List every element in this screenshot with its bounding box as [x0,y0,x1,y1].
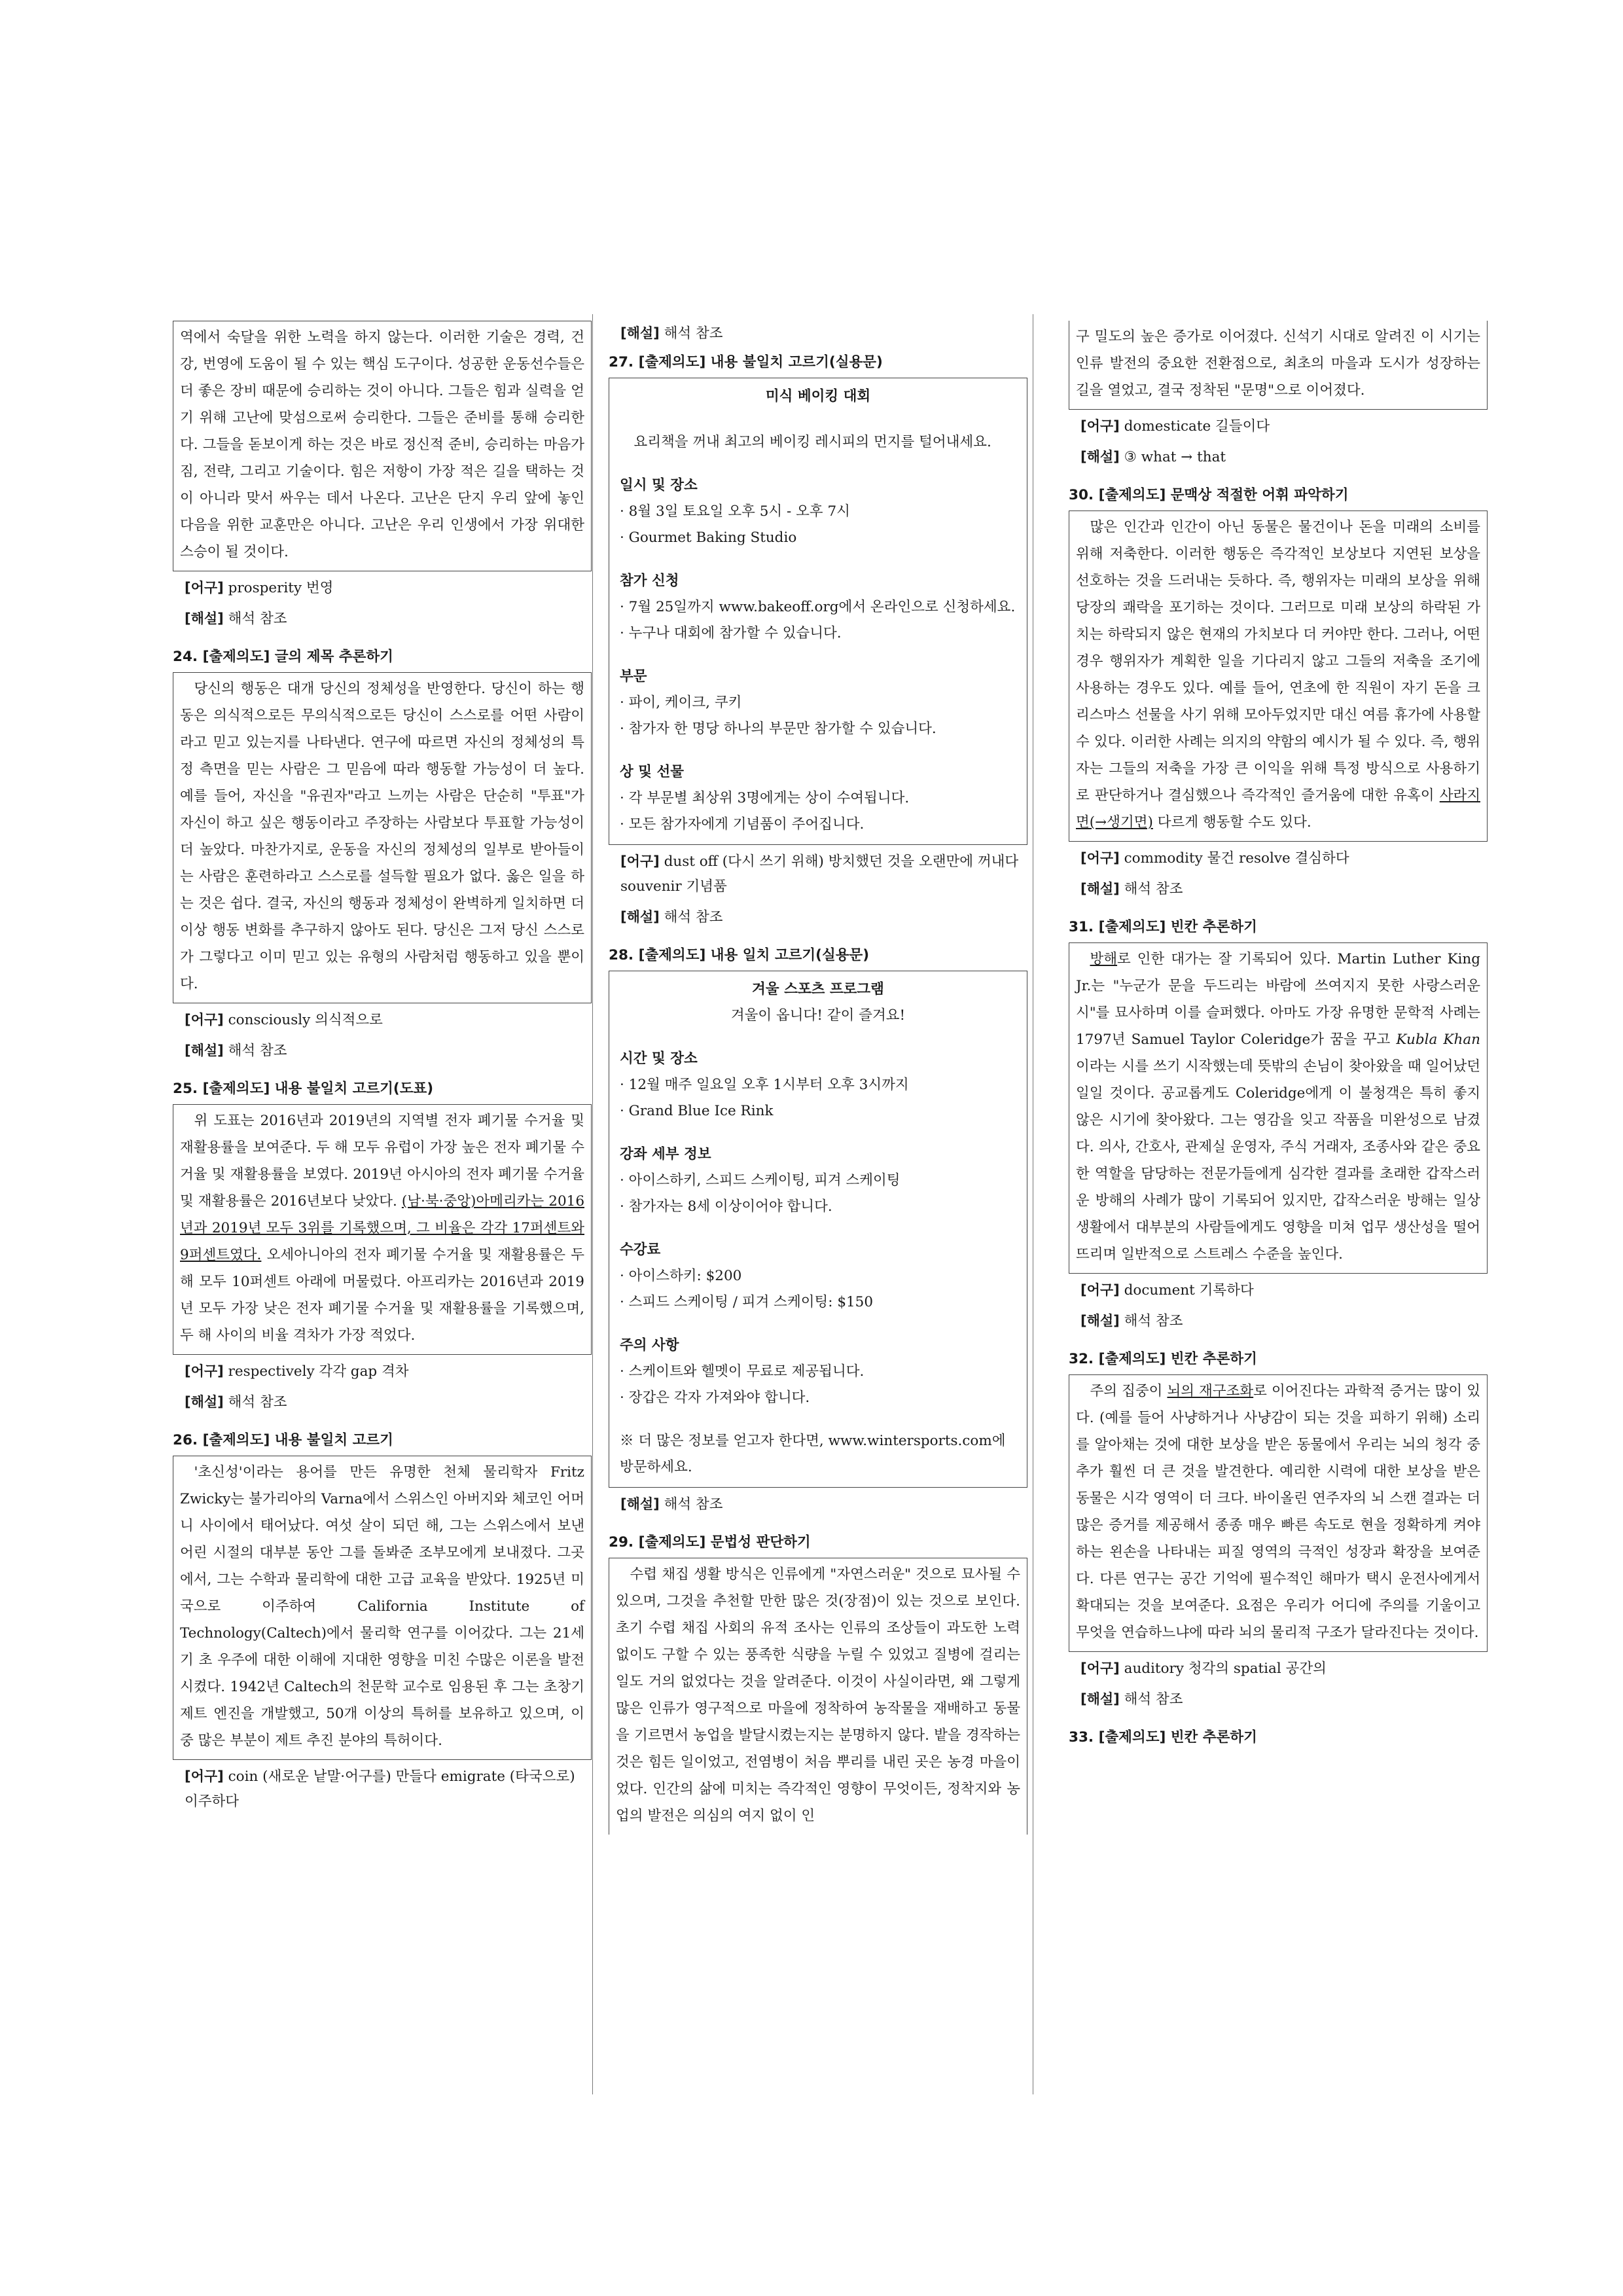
notice-item: · 스피드 스케이팅 / 피겨 스케이팅: $150 [620,1294,874,1310]
explanation-note: [해설] ③ what → that [1080,449,1226,465]
notice-item: · 12월 매주 일요일 오후 1시부터 오후 3시까지 [620,1077,909,1093]
notice-section-heading: 상 및 선물 [620,764,685,780]
passage-box-29 [609,1558,1027,1835]
notice-footnote: ※ 더 많은 정보를 얻고자 한다면, www.wintersports.com에 방문하세요. [620,1433,1006,1475]
explanation-note: [해설] 해석 참조 [620,1496,723,1513]
question-heading-27: 27. [출제의도] 내용 불일치 고르기(실용문) [609,354,883,370]
notice-title: 겨울 스포츠 프로그램 [752,981,884,997]
notice-section-heading: 주의 사항 [620,1337,679,1354]
explanation-note: [해설] 해석 참조 [1080,881,1183,897]
passage-text: 구 밀도의 높은 증가로 이어졌다. 신석기 시대로 알려진 이 시기는 인류 발전의 중요한 전환점으로, 최초의 마을과 도시가 성장하는 길을 열었고, 결국 정착된 "문명"으로 이어졌다. [1076,329,1480,399]
notice-box-baking [609,378,1027,845]
notice-item: · 모든 참가자에게 기념품이 주어집니다. [620,816,865,833]
passage-text: 많은 인간과 인간이 아닌 동물은 물건이나 돈을 미래의 소비를 위해 저축한다. 이러한 행동은 즉각적인 보상보다 지연된 보상을 선호하는 것을 드러내는 듯하다. 즉, 행위자는 미래의 보상을 위해 당장의 쾌락을 포기하는 것이다. 그러므로 미래 보상의 하락된 가치는 하락되지 않은 현재의 가치보다 더 커야만 한다. 그러나, 어떤 경우 행위자가 계획한 일을 기다리지 않고 그들의 저축을 조기에 사용하는 경우도 있다. 예를 들어, 연초에 한 직원이 자기 돈을 크리스마스 선물을 사기 위해 모아두었지만 대신 여름 휴가에 사용할 수 있다. 이러한 사례는 의지의 약함의 예시가 될 수 있다. 즉, 행위자는 그들의 저축을 가장 큰 이익을 위해 특정 방식으로 사용하기로 판단하거나 결심했으나 즉각적인 즐거움에 대한 유혹이 사라지면(→생기면) 다르게 행동할 수도 있다. [1076,519,1480,831]
notice-item: · 파이, 케이크, 쿠키 [620,694,742,711]
passage-box-25 [173,1104,592,1355]
question-heading-29: 29. [출제의도] 문법성 판단하기 [609,1534,811,1551]
question-heading-28: 28. [출제의도] 내용 일치 고르기(실용문) [609,947,870,963]
notice-item: · 아이스하키, 스피드 스케이팅, 피겨 스케이팅 [620,1172,901,1189]
passage-box-continued [1069,321,1488,410]
blank-answer: 방해 [1090,951,1118,967]
question-heading-30: 30. [출제의도] 문맥상 적절한 어휘 파악하기 [1069,487,1349,503]
passage-box-32 [1069,1374,1488,1652]
notice-section-heading: 강좌 세부 정보 [620,1146,711,1162]
explanation-note: [해설] 해석 참조 [1080,1313,1183,1329]
column-divider-left [592,314,593,2094]
passage-text: '초신성'이라는 용어를 만든 유명한 천체 물리학자 Fritz Zwicky는 불가리아의 Varna에서 스위스인 아버지와 체코인 어머니 사이에서 태어났다. 여섯 살이 되던 해, 그는 스위스에서 보낸 어린 시절의 대부분 동안 그를 돌봐준 조부모에게 보내졌다. 그곳에서, 그는 수학과 물리학에 대한 고급 교육을 받았다. 1925년 미국으로 이주하여 California Institute of Technology(Caltech)에서 물리학 연구를 이어갔다. 그는 21세기 초 우주에 대한 이해에 지대한 영향을 미친 수많은 이론을 발전시켰다. 1942년 Caltech의 천문학 교수로 임용된 후 그는 초창기 제트 엔진을 개발했고, 50개 이상의 특허를 보유하고 있으며, 이 중 많은 부분이 제트 추진 분야의 특허이다. [180,1464,584,1749]
notice-section-heading: 참가 신청 [620,573,679,589]
poem-title: Kubla Khan [1396,1031,1480,1048]
explanation-note: [해설] 해석 참조 [185,1043,287,1059]
notice-subtitle: 겨울이 옵니다! 같이 즐겨요! [730,1007,906,1024]
question-heading-31: 31. [출제의도] 빈칸 추론하기 [1069,919,1257,935]
passage-box-30 [1069,511,1488,842]
question-heading-24: 24. [출제의도] 글의 제목 추론하기 [173,649,393,665]
notice-item: · Grand Blue Ice Rink [620,1103,774,1119]
underlined-word: 사라지면(→생기면) [1076,787,1480,831]
vocab-note: [어구] respectively 각각 gap 격차 [185,1363,409,1380]
passage-text: 당신의 행동은 대개 당신의 정체성을 반영한다. 당신이 하는 행동은 의식적으로든 무의식적으로든 당신이 스스로를 어떤 사람이라고 믿고 있는지를 나타낸다. 연구에 따르면 자신의 정체성의 특정 측면을 믿는 사람은 그 믿음에 따라 행동할 가능성이 더 높다. 예를 들어, 자신을 "유권자"라고 느끼는 사람은 단순히 "투표"가 자신이 하고 싶은 행동이라고 주장하는 사람보다 투표할 가능성이 더 높았다. 마찬가지로, 운동을 자신의 정체성의 일부로 받아들이는 사람은 훈련하라고 스스로를 설득할 필요가 없다. 옳은 일을 하는 것은 쉽다. 결국, 자신의 행동과 정체성이 완벽하게 일치하면 더 이상 행동 변화를 추구하지 않아도 된다. 당신은 그저 당신 스스로가 그렇다고 이미 믿고 있는 유형의 사람처럼 행동하고 있을 뿐이다. [180,681,584,992]
explanation-note: [해설] 해석 참조 [185,1394,287,1410]
notice-section-heading: 수강료 [620,1242,661,1258]
notice-section-heading: 부문 [620,668,647,685]
notice-intro: 요리책을 꺼내 최고의 베이킹 레시피의 먼지를 털어내세요. [633,434,991,450]
passage-box-26 [173,1456,592,1760]
explanation-note: [해설] 해석 참조 [620,909,723,925]
notice-item: · Gourmet Baking Studio [620,529,797,546]
question-heading-25: 25. [출제의도] 내용 불일치 고르기(도표) [173,1081,434,1097]
notice-box-winter [609,971,1027,1488]
notice-item: · 누구나 대회에 참가할 수 있습니다. [620,625,842,641]
passage-box-24 [173,672,592,1003]
passage-text: 수렵 채집 생활 방식은 인류에게 "자연스러운" 것으로 묘사될 수 있으며, 그것을 추천할 만한 많은 것(장점)이 있는 것으로 보인다. 초기 수렵 채집 사회의 유적 조사는 인류의 조상들이 과도한 노력 없이도 구할 수 있는 풍족한 식량을 누릴 수 있었고 질병에 걸리는 일도 거의 없었다는 것을 알려준다. 이것이 사실이라면, 왜 그렇게 많은 인류가 영구적으로 마을에 정착하여 농작물을 재배하고 동물을 기르면서 농업을 발달시켰는지는 분명하지 않다. 밭을 경작하는 것은 힘든 일이었고, 전염병이 처음 뿌리를 내린 곳은 농경 마을이었다. 인간의 삶에 미치는 즉각적인 영향이 무엇이든, 정착지와 농업의 발전은 의심의 여지 없이 인 [616,1566,1020,1824]
column-left [173,321,592,1820]
column-middle [609,321,1027,1839]
vocab-note: [어구] prosperity 번영 [185,580,334,596]
notice-item: · 참가자는 8세 이상이어야 합니다. [620,1198,832,1215]
question-heading-33: 33. [출제의도] 빈칸 추론하기 [1069,1729,1257,1746]
vocab-note: [어구] domesticate 길들이다 [1080,418,1270,435]
passage-box-31 [1069,942,1488,1274]
notice-title: 미식 베이킹 대회 [765,388,871,404]
passage-text: 주의 집중이 뇌의 재구조화로 이어진다는 과학적 증거는 많이 있다. (예를 들어 사냥하거나 사냥감이 되는 것을 피하기 위해) 소리를 알아채는 것에 대한 보상을 받은 동물에서 우리는 뇌의 청각 중추가 훨씬 더 큰 것을 발견한다. 예리한 시력에 대한 보상을 받은 동물은 시각 영역이 더 크다. 바이올린 연주자의 뇌 스캔 결과는 더 많은 증거를 제공해서 종종 매우 빠른 속도로 현을 정확하게 켜야 하는 왼손을 나타내는 피질 영역의 극적인 성장과 확장을 보여준다. 다른 연구는 공간 기억에 필수적인 해마가 택시 운전사에게서 확대되는 것을 보여준다. 요점은 우리가 어디에 주의를 기울이고 무엇을 연습하느냐에 따라 뇌의 물리적 구조가 달라진다는 것이다. [1076,1383,1480,1641]
underlined-sentence: (남·북·중앙)아메리카는 2016년과 2019년 모두 3위를 기록했으며, 그 비율은 각각 17퍼센트와 9퍼센트였다. [180,1193,584,1263]
vocab-note: [어구] document 기록하다 [1080,1282,1254,1299]
notice-item: · 장갑은 각자 가져와야 합니다. [620,1390,810,1406]
vocab-note: [어구] auditory 청각의 spatial 공간의 [1080,1660,1327,1677]
notice-item: · 아이스하키: $200 [620,1268,742,1284]
notice-section-heading: 일시 및 장소 [620,477,698,493]
notice-section-heading: 시간 및 장소 [620,1050,698,1067]
explanation-note: [해설] 해석 참조 [185,611,287,627]
notice-item: · 7월 25일까지 www.bakeoff.org에서 온라인으로 신청하세요. [620,599,1016,615]
notice-item: · 참가자 한 명당 하나의 부문만 참가할 수 있습니다. [620,721,936,737]
explanation-note: [해설] 해석 참조 [1080,1691,1183,1708]
vocab-note: [어구] coin (새로운 낱말·어구를) 만들다 emigrate (타국으로) 이주하다 [185,1768,575,1810]
vocab-note: [어구] dust off (다시 쓰기 위해) 방치했던 것을 오랜만에 꺼내다 souvenir 기념품 [620,853,1019,895]
passage-text: 위 도표는 2016년과 2019년의 지역별 전자 폐기물 수거율 및 재활용률을 보여준다. 두 해 모두 유럽이 가장 높은 전자 폐기물 수거율 및 재활용률을 보였다. 2019년 아시아의 전자 폐기물 수거율 및 재활용률은 2016년보다 낮았다. (남·북·중앙)아메리카는 2016년과 2019년 모두 3위를 기록했으며, 그 비율은 각각 17퍼센트와 9퍼센트였다. 오세아니아의 전자 폐기물 수거율 및 재활용률은 두 해 모두 10퍼센트 아래에 머물렀다. 아프리카는 2016년과 2019년 모두 가장 낮은 전자 폐기물 수거율 및 재활용률을 기록했으며, 두 해 사이의 비율 격차가 가장 적었다. [180,1113,584,1344]
passage-text: 방해로 인한 대가는 잘 기록되어 있다. Martin Luther King Jr.는 "누군가 문을 두드리는 바람에 쓰여지지 못한 사랑스러운 시"를 묘사하며 이를 슬퍼했다. 아마도 가장 유명한 문학적 사례는 1797년 Samuel Taylor Coleridge가 꿈을 꾸고 Kubla Khan이라는 시를 쓰기 시작했는데 뜻밖의 손님이 찾아왔을 때 일어났던 일일 것이다. 공교롭게도 Coleridge에게 이 불청객은 특히 좋지 않은 시기에 찾아왔다. 그는 영감을 잊고 작품을 미완성으로 남겼다. 의사, 간호사, 관제실 운영자, 주식 거래자, 조종사와 같은 중요한 역할을 담당하는 전문가들에게 심각한 결과를 초래한 갑작스러운 방해의 사례가 많이 기록되어 있지만, 갑작스러운 방해는 일상 생활에서 대부분의 사람들에게도 영향을 미쳐 업무 생산성을 떨어뜨리며 일반적으로 스트레스 수준을 높인다. [1076,951,1480,1263]
column-right [1069,321,1488,1753]
notice-item: · 각 부문별 최상위 3명에게는 상이 수여됩니다. [620,790,910,806]
blank-answer: 뇌의 재구조화 [1167,1383,1254,1399]
question-heading-32: 32. [출제의도] 빈칸 추론하기 [1069,1351,1257,1367]
passage-text: 역에서 숙달을 위한 노력을 하지 않는다. 이러한 기술은 경력, 건강, 번영에 도움이 될 수 있는 핵심 도구이다. 성공한 운동선수들은 더 좋은 장비 때문에 승리하는 것이 아니다. 그들은 힘과 실력을 얻기 위해 고난에 맞섬으로써 승리한다. 그들은 준비를 통해 승리한다. 그들을 돋보이게 하는 것은 바로 정신적 준비, 승리하는 마음가짐, 전략, 그리고 기술이다. 힘은 저항이 가장 적은 길을 택하는 것이 아니라 맞서 싸우는 데서 나온다. 고난은 단지 우리 앞에 놓인 다음을 위한 교훈만은 아니다. 고난은 우리 인생에서 가장 위대한 스승이 될 것이다. [180,329,584,560]
explanation-note: [해설] 해석 참조 [620,325,723,342]
notice-item: · 스케이트와 헬멧이 무료로 제공됩니다. [620,1363,865,1380]
vocab-note: [어구] commodity 물건 resolve 결심하다 [1080,850,1349,867]
question-heading-26: 26. [출제의도] 내용 불일치 고르기 [173,1432,393,1448]
vocab-note: [어구] consciously 의식적으로 [185,1012,383,1028]
passage-box-continued [173,321,592,571]
notice-item: · 8월 3일 토요일 오후 5시 - 오후 7시 [620,503,850,520]
